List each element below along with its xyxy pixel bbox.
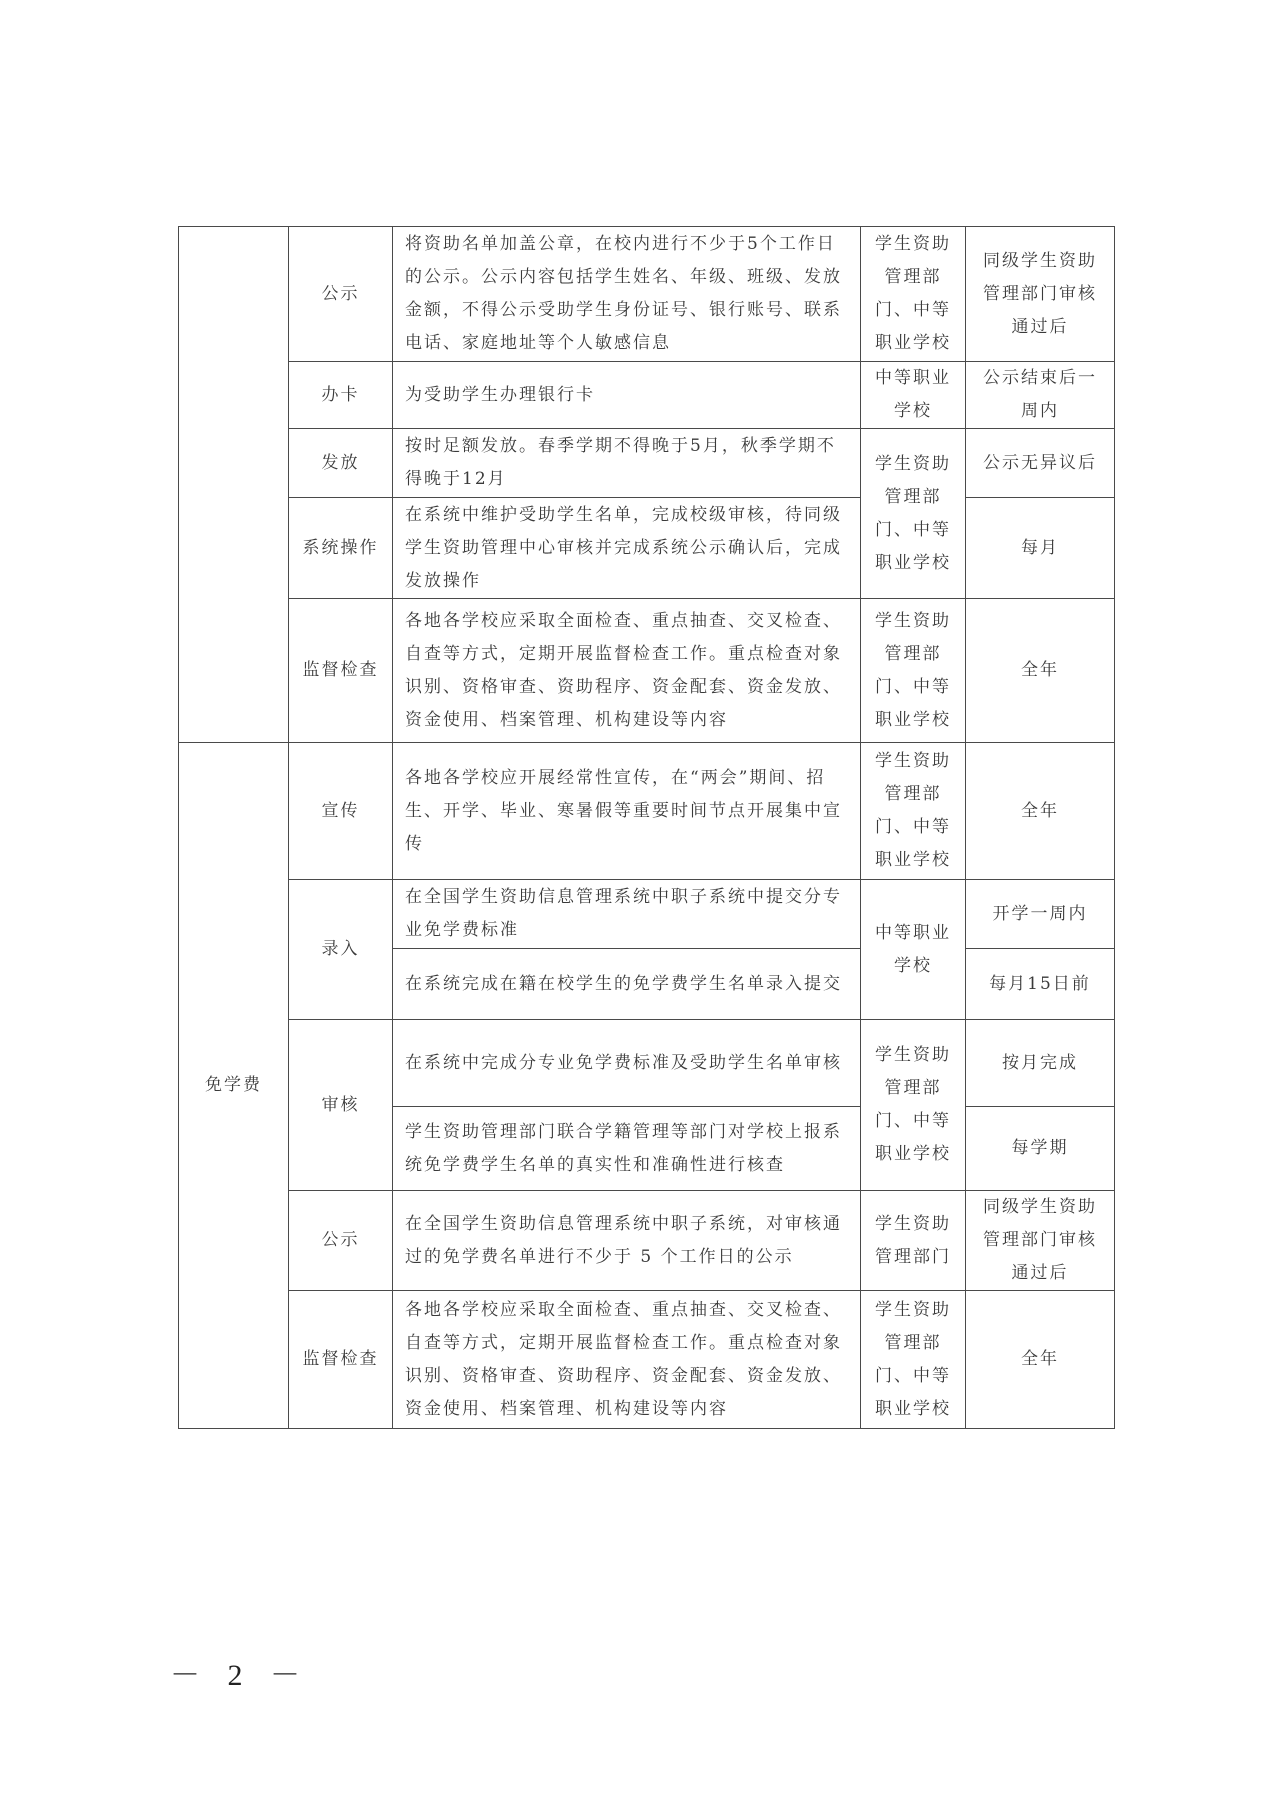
table-row <box>179 1291 1115 1429</box>
description-cell: 在全国学生资助信息管理系统中职子系统中提交分专业免学费标准 <box>393 880 861 949</box>
category-cell: 免学费 <box>179 743 289 1429</box>
description-cell: 在系统完成在籍在校学生的免学费学生名单录入提交 <box>393 949 861 1020</box>
table-row <box>179 1020 1115 1107</box>
category-cell <box>179 227 289 743</box>
table-row <box>179 362 1115 429</box>
table-row <box>179 227 1115 362</box>
department-cell: 学生资助 管理部门 <box>861 1191 966 1291</box>
step-cell: 办卡 <box>289 362 393 429</box>
step-cell: 监督检查 <box>289 599 393 743</box>
department-cell: 中等职业 学校 <box>861 880 966 1020</box>
timing-cell: 全年 <box>966 599 1115 743</box>
table-row <box>179 498 1115 599</box>
description-cell: 为受助学生办理银行卡 <box>393 362 861 429</box>
department-cell: 学生资助 管理部 门、中等 职业学校 <box>861 227 966 362</box>
timing-cell: 每月15日前 <box>966 949 1115 1020</box>
department-cell: 学生资助 管理部 门、中等 职业学校 <box>861 743 966 880</box>
department-cell: 学生资助 管理部 门、中等 职业学校 <box>861 1020 966 1191</box>
step-cell: 录入 <box>289 880 393 1020</box>
page-number: － 2 － <box>170 1659 310 1692</box>
table-row <box>179 1191 1115 1291</box>
table-row <box>179 743 1115 880</box>
table-row <box>179 599 1115 743</box>
timing-cell: 按月完成 <box>966 1020 1115 1107</box>
description-cell: 在系统中完成分专业免学费标准及受助学生名单审核 <box>393 1020 861 1107</box>
table-row <box>179 429 1115 498</box>
department-cell: 中等职业 学校 <box>861 362 966 429</box>
timing-cell: 全年 <box>966 1291 1115 1429</box>
timing-cell: 全年 <box>966 743 1115 880</box>
step-cell: 宣传 <box>289 743 393 880</box>
description-cell: 学生资助管理部门联合学籍管理等部门对学校上报系统免学费学生名单的真实性和准确性进行核查 <box>393 1107 861 1191</box>
department-cell: 学生资助 管理部 门、中等 职业学校 <box>861 429 966 599</box>
step-cell: 系统操作 <box>289 498 393 599</box>
funding-procedure-table <box>178 226 1115 1429</box>
department-cell: 学生资助 管理部 门、中等 职业学校 <box>861 599 966 743</box>
step-cell: 监督检查 <box>289 1291 393 1429</box>
step-cell: 发放 <box>289 429 393 498</box>
timing-cell: 开学一周内 <box>966 880 1115 949</box>
description-cell: 在全国学生资助信息管理系统中职子系统，对审核通过的免学费名单进行不少于 5 个工作日的公示 <box>393 1191 861 1291</box>
timing-cell: 同级学生资助 管理部门审核 通过后 <box>966 227 1115 362</box>
step-cell: 公示 <box>289 227 393 362</box>
timing-cell: 公示结束后一 周内 <box>966 362 1115 429</box>
description-cell: 各地各学校应采取全面检查、重点抽查、交叉检查、自查等方式，定期开展监督检查工作。重点检查对象识别、资格审查、资助程序、资金配套、资金发放、资金使用、档案管理、机构建设等内容 <box>393 1291 861 1429</box>
description-cell: 各地各学校应开展经常性宣传，在“两会”期间、招生、开学、毕业、寒暑假等重要时间节点开展集中宣传 <box>393 743 861 880</box>
timing-cell: 公示无异议后 <box>966 429 1115 498</box>
description-cell: 各地各学校应采取全面检查、重点抽查、交叉检查、自查等方式，定期开展监督检查工作。重点检查对象识别、资格审查、资助程序、资金配套、资金发放、资金使用、档案管理、机构建设等内容 <box>393 599 861 743</box>
timing-cell: 每月 <box>966 498 1115 599</box>
step-cell: 公示 <box>289 1191 393 1291</box>
description-cell: 按时足额发放。春季学期不得晚于5月，秋季学期不得晚于12月 <box>393 429 861 498</box>
step-cell: 审核 <box>289 1020 393 1191</box>
description-cell: 在系统中维护受助学生名单，完成校级审核，待同级学生资助管理中心审核并完成系统公示确认后，完成发放操作 <box>393 498 861 599</box>
table-row <box>179 880 1115 949</box>
department-cell: 学生资助 管理部 门、中等 职业学校 <box>861 1291 966 1429</box>
timing-cell: 同级学生资助 管理部门审核 通过后 <box>966 1191 1115 1291</box>
description-cell: 将资助名单加盖公章，在校内进行不少于5个工作日的公示。公示内容包括学生姓名、年级、班级、发放金额，不得公示受助学生身份证号、银行账号、联系电话、家庭地址等个人敏感信息 <box>393 227 861 362</box>
timing-cell: 每学期 <box>966 1107 1115 1191</box>
